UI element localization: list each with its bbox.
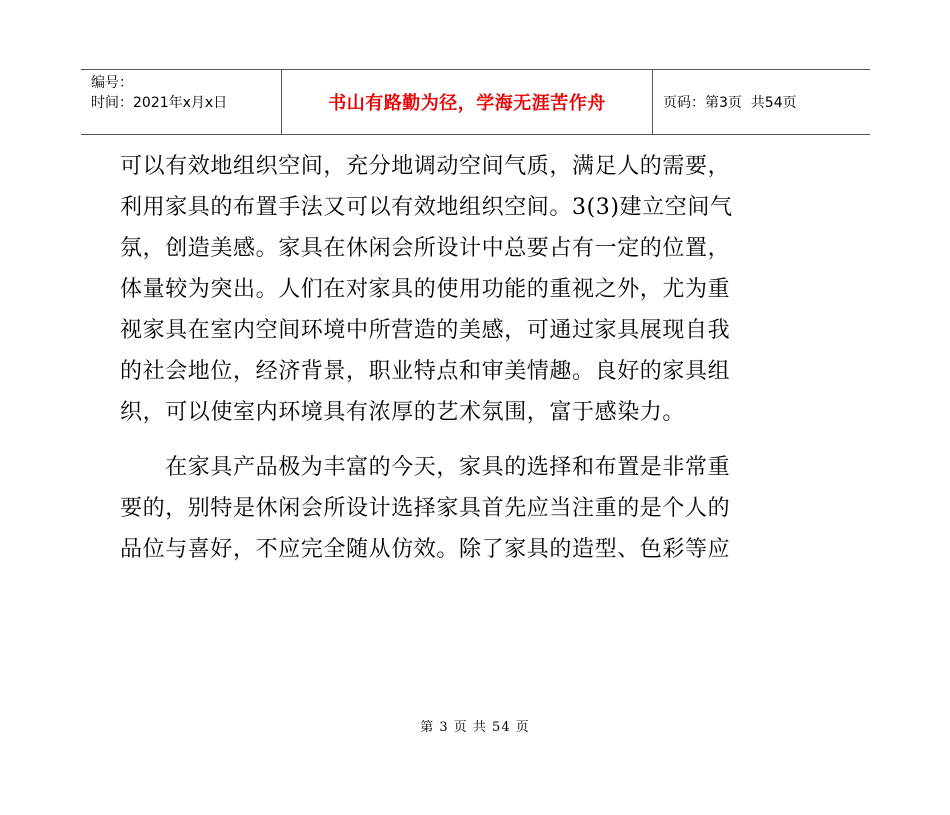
header-page-info-text: 页码：第3页 共54页 bbox=[663, 95, 797, 111]
paragraph-line: 视家具在室内空间环境中所营造的美感，可通过家具展现自我 bbox=[120, 318, 731, 343]
document-number-label: 编号： bbox=[91, 75, 133, 91]
header-meta bbox=[81, 70, 281, 134]
paragraph-line: 体量较为突出。人们在对家具的使用功能的重视之外，尤为重 bbox=[120, 277, 731, 302]
paragraph-line: 品位与喜好，不应完全随从仿效。除了家具的造型、色彩等应 bbox=[120, 537, 731, 562]
document-date: 时间：2021年x月x日 bbox=[91, 95, 228, 111]
header-motto: 书山有路勤为径，学海无涯苦作舟 bbox=[281, 70, 653, 134]
page-footer: 第 3 页 共 54 页 bbox=[420, 720, 530, 735]
paragraph-2 bbox=[120, 447, 832, 570]
paragraph-line: 织，可以使室内环境具有浓厚的艺术氛围，富于感染力。 bbox=[120, 400, 686, 425]
paragraph-1 bbox=[120, 146, 832, 433]
paragraph-line: 利用家具的布置手法又可以有效地组织空间。3(3)建立空间气 bbox=[120, 195, 733, 220]
paragraph-line: 可以有效地组织空间，充分地调动空间气质，满足人的需要， bbox=[120, 154, 731, 179]
header-page-info bbox=[653, 70, 870, 134]
paragraph-line: 氛，创造美感。家具在休闲会所设计中总要占有一定的位置， bbox=[120, 236, 731, 261]
paragraph-line: 的社会地位，经济背景，职业特点和审美情趣。良好的家具组 bbox=[120, 359, 731, 384]
paragraph-line: 要的，别特是休闲会所设计选择家具首先应当注重的是个人的 bbox=[120, 496, 731, 521]
paragraph-line: 在家具产品极为丰富的今天，家具的选择和布置是非常重 bbox=[120, 455, 731, 480]
document-body bbox=[120, 146, 832, 570]
document-header bbox=[81, 69, 870, 135]
